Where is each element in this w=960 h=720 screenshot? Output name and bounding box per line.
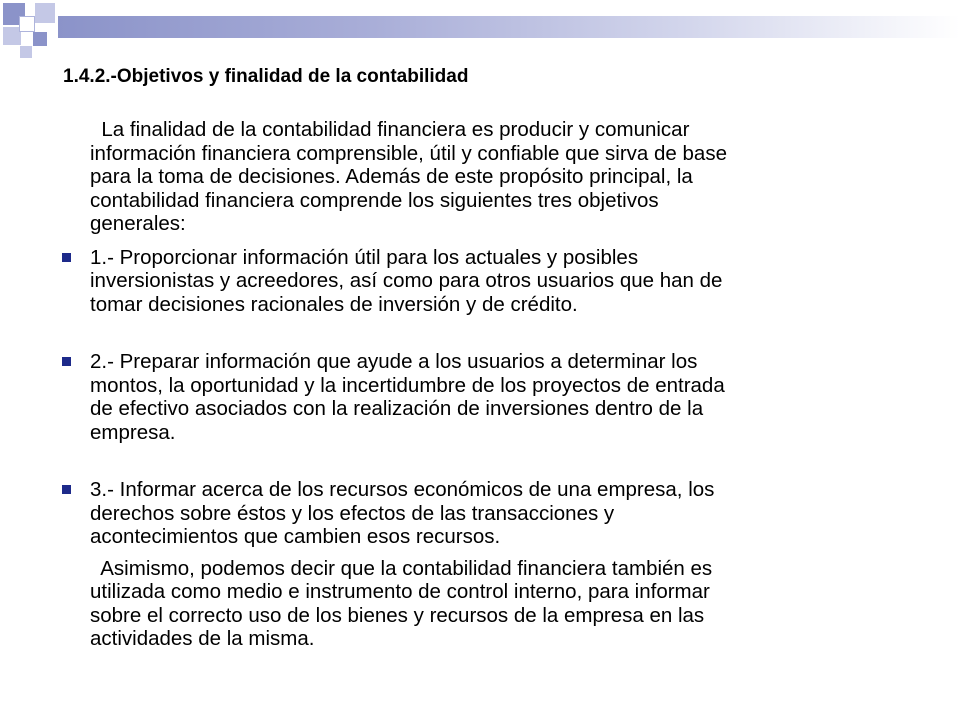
objective-item-3 <box>62 478 852 549</box>
intro-line: información financiera comprensible, útil y confiable que sirva de base <box>90 141 727 165</box>
square-bullet-icon <box>62 485 71 494</box>
intro-paragraph <box>62 118 852 236</box>
closing-line: Asimismo, podemos decir que la contabilidad financiera también es <box>90 556 713 580</box>
closing-paragraph <box>62 557 852 651</box>
objective-line: montos, la oportunidad y la incertidumbre de los proyectos de entrada <box>90 373 725 397</box>
objective-line: derechos sobre éstos y los efectos de las transacciones y <box>90 501 615 525</box>
objective-item-2 <box>62 350 852 444</box>
objective-line: tomar decisiones racionales de inversión y de crédito. <box>90 292 578 316</box>
objective-line: empresa. <box>90 420 176 444</box>
intro-line: La finalidad de la contabilidad financiera es producir y comunicar <box>90 118 690 141</box>
intro-line: generales: <box>90 212 186 235</box>
decor-square-outline <box>19 16 35 32</box>
decor-square-small <box>33 32 47 46</box>
closing-line: utilizada como medio e instrumento de control interno, para informar <box>90 580 710 603</box>
intro-line: para la toma de decisiones. Además de este propósito principal, la <box>90 165 693 188</box>
closing-line: actividades de la misma. <box>90 627 315 650</box>
square-bullet-icon <box>62 253 71 262</box>
objective-item-1 <box>62 246 852 317</box>
square-bullet-icon <box>62 357 71 366</box>
decor-square-light <box>35 3 55 23</box>
closing-line: sobre el correcto uso de los bienes y recursos de la empresa en las <box>90 603 705 627</box>
header-gradient-bar <box>58 16 960 38</box>
decor-square-tiny <box>20 46 32 58</box>
objective-line: inversionistas y acreedores, así como para otros usuarios que han de <box>90 269 723 292</box>
slide-body <box>62 118 852 651</box>
intro-line: contabilidad financiera comprende los siguientes tres objetivos <box>90 188 659 212</box>
objective-line: 3.- Informar acerca de los recursos económicos de una empresa, los <box>90 478 715 501</box>
objective-line: de efectivo asociados con la realización de inversiones dentro de la <box>90 397 704 420</box>
objective-line: 2.- Preparar información que ayude a los usuarios a determinar los <box>90 350 698 373</box>
slide-heading: 1.4.2.-Objetivos y finalidad de la contabilidad <box>63 66 469 87</box>
objective-line: acontecimientos que cambien esos recursos. <box>90 525 501 548</box>
objective-line: 1.- Proporcionar información útil para los actuales y posibles <box>90 245 639 269</box>
